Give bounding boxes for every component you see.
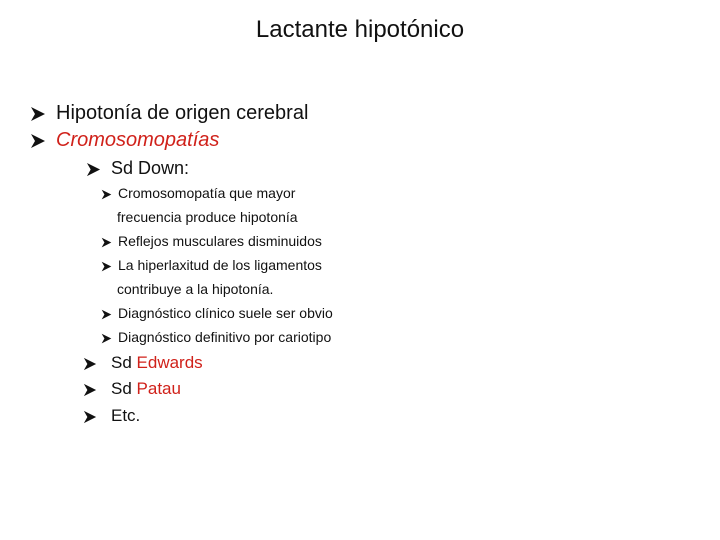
down-point-text: La hiperlaxitud de los ligamentos [118,257,322,273]
bullet-cromosomopatias [30,127,219,153]
arrow-bullet-icon [101,333,112,344]
arrow-bullet-icon [86,162,101,177]
arrow-bullet-icon [101,309,112,320]
down-point-text: Cromosomopatía que mayor [118,185,296,201]
bullet-prefix: Sd [111,379,137,398]
down-point [101,326,331,349]
bullet-text: Cromosomopatías [56,129,220,151]
down-point-text: Reflejos musculares disminuidos [118,233,322,249]
syndrome-name: Etc. [111,406,141,425]
arrow-bullet-icon [83,410,97,424]
bullet-sd-edwards [83,350,203,376]
bullet-etc [83,403,140,429]
down-point-text: Diagnóstico definitivo por cariotipo [118,329,332,345]
down-point [101,254,322,277]
bullet-hipotonia-cerebral [30,100,308,126]
arrow-bullet-icon [30,106,46,122]
down-point [101,182,295,205]
bullet-text: Hipotonía de origen cerebral [56,102,309,124]
bullet-text: Sd Down: [111,158,190,178]
syndrome-name: Edwards [136,353,203,372]
arrow-bullet-icon [101,237,112,248]
down-point-continuation: contribuye a la hipotonía. [117,281,274,297]
arrow-bullet-icon [83,383,97,397]
down-point [101,230,322,253]
syndrome-name: Patau [136,379,181,398]
down-point [101,302,333,325]
bullet-sd-patau [83,376,181,402]
arrow-bullet-icon [83,357,97,371]
bullet-sd-down [86,156,189,180]
slide-title: Lactante hipotónico [255,16,465,43]
down-point-text: Diagnóstico clínico suele ser obvio [118,305,333,321]
bullet-prefix: Sd [111,353,137,372]
arrow-bullet-icon [101,261,112,272]
down-point-continuation: frecuencia produce hipotonía [117,209,298,225]
arrow-bullet-icon [30,133,46,149]
arrow-bullet-icon [101,189,112,200]
